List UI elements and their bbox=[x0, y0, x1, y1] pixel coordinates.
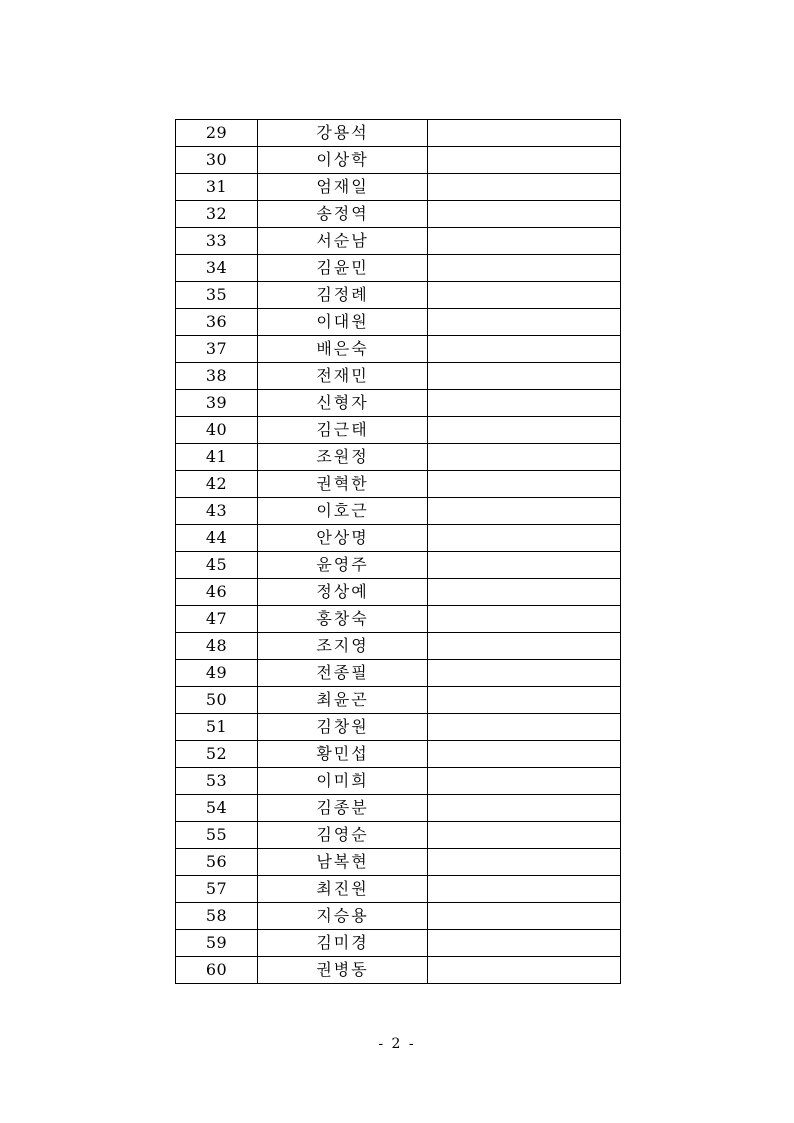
roster-table bbox=[175, 119, 621, 984]
note-cell bbox=[428, 147, 621, 174]
table-row bbox=[176, 255, 621, 282]
row-number-cell: 60 bbox=[176, 957, 258, 984]
name-cell: 이상학 bbox=[258, 147, 428, 174]
table-row bbox=[176, 930, 621, 957]
row-number-cell: 35 bbox=[176, 282, 258, 309]
note-cell bbox=[428, 876, 621, 903]
note-cell bbox=[428, 930, 621, 957]
table-row bbox=[176, 282, 621, 309]
note-cell bbox=[428, 849, 621, 876]
table-row bbox=[176, 228, 621, 255]
note-cell bbox=[428, 363, 621, 390]
name-cell: 권병동 bbox=[258, 957, 428, 984]
row-number-cell: 36 bbox=[176, 309, 258, 336]
name-cell: 이미희 bbox=[258, 768, 428, 795]
row-number-cell: 53 bbox=[176, 768, 258, 795]
row-number-cell: 57 bbox=[176, 876, 258, 903]
row-number-cell: 41 bbox=[176, 444, 258, 471]
note-cell bbox=[428, 633, 621, 660]
row-number-cell: 49 bbox=[176, 660, 258, 687]
name-cell: 송정역 bbox=[258, 201, 428, 228]
note-cell bbox=[428, 471, 621, 498]
note-cell bbox=[428, 822, 621, 849]
note-cell bbox=[428, 282, 621, 309]
table-row bbox=[176, 822, 621, 849]
table-row bbox=[176, 417, 621, 444]
name-cell: 엄재일 bbox=[258, 174, 428, 201]
row-number-cell: 30 bbox=[176, 147, 258, 174]
row-number-cell: 38 bbox=[176, 363, 258, 390]
name-cell: 전재민 bbox=[258, 363, 428, 390]
table-row bbox=[176, 957, 621, 984]
row-number-cell: 34 bbox=[176, 255, 258, 282]
note-cell bbox=[428, 552, 621, 579]
name-cell: 이호근 bbox=[258, 498, 428, 525]
table-row bbox=[176, 849, 621, 876]
table-row bbox=[176, 687, 621, 714]
row-number-cell: 37 bbox=[176, 336, 258, 363]
row-number-cell: 33 bbox=[176, 228, 258, 255]
note-cell bbox=[428, 606, 621, 633]
table-row bbox=[176, 390, 621, 417]
note-cell bbox=[428, 390, 621, 417]
name-cell: 최윤곤 bbox=[258, 687, 428, 714]
name-cell: 김종분 bbox=[258, 795, 428, 822]
table-row bbox=[176, 147, 621, 174]
table-row bbox=[176, 903, 621, 930]
note-cell bbox=[428, 444, 621, 471]
table-row bbox=[176, 363, 621, 390]
note-cell bbox=[428, 660, 621, 687]
note-cell bbox=[428, 903, 621, 930]
name-cell: 조지영 bbox=[258, 633, 428, 660]
row-number-cell: 48 bbox=[176, 633, 258, 660]
row-number-cell: 54 bbox=[176, 795, 258, 822]
row-number-cell: 51 bbox=[176, 714, 258, 741]
row-number-cell: 31 bbox=[176, 174, 258, 201]
name-cell: 김창원 bbox=[258, 714, 428, 741]
row-number-cell: 46 bbox=[176, 579, 258, 606]
note-cell bbox=[428, 228, 621, 255]
row-number-cell: 42 bbox=[176, 471, 258, 498]
table-row bbox=[176, 174, 621, 201]
table-row bbox=[176, 525, 621, 552]
table-row bbox=[176, 336, 621, 363]
row-number-cell: 29 bbox=[176, 120, 258, 147]
table-row bbox=[176, 309, 621, 336]
name-cell: 김영순 bbox=[258, 822, 428, 849]
row-number-cell: 44 bbox=[176, 525, 258, 552]
name-cell: 남복현 bbox=[258, 849, 428, 876]
name-cell: 윤영주 bbox=[258, 552, 428, 579]
name-cell: 전종필 bbox=[258, 660, 428, 687]
name-cell: 황민섭 bbox=[258, 741, 428, 768]
table-row bbox=[176, 471, 621, 498]
name-cell: 조원정 bbox=[258, 444, 428, 471]
note-cell bbox=[428, 795, 621, 822]
table-row bbox=[176, 606, 621, 633]
name-cell: 김근태 bbox=[258, 417, 428, 444]
name-cell: 김정례 bbox=[258, 282, 428, 309]
note-cell bbox=[428, 417, 621, 444]
table-row bbox=[176, 768, 621, 795]
note-cell bbox=[428, 714, 621, 741]
row-number-cell: 52 bbox=[176, 741, 258, 768]
table-row bbox=[176, 660, 621, 687]
name-cell: 김미경 bbox=[258, 930, 428, 957]
name-cell: 권혁한 bbox=[258, 471, 428, 498]
row-number-cell: 43 bbox=[176, 498, 258, 525]
row-number-cell: 39 bbox=[176, 390, 258, 417]
name-cell: 서순남 bbox=[258, 228, 428, 255]
row-number-cell: 45 bbox=[176, 552, 258, 579]
note-cell bbox=[428, 687, 621, 714]
note-cell bbox=[428, 201, 621, 228]
name-cell: 이대원 bbox=[258, 309, 428, 336]
note-cell bbox=[428, 525, 621, 552]
note-cell bbox=[428, 741, 621, 768]
name-cell: 강용석 bbox=[258, 120, 428, 147]
row-number-cell: 56 bbox=[176, 849, 258, 876]
page-number: - 2 - bbox=[378, 1036, 416, 1052]
note-cell bbox=[428, 336, 621, 363]
name-cell: 지승용 bbox=[258, 903, 428, 930]
name-cell: 정상예 bbox=[258, 579, 428, 606]
note-cell bbox=[428, 957, 621, 984]
table-row bbox=[176, 498, 621, 525]
row-number-cell: 47 bbox=[176, 606, 258, 633]
name-cell: 배은숙 bbox=[258, 336, 428, 363]
row-number-cell: 32 bbox=[176, 201, 258, 228]
roster-table-body bbox=[176, 120, 621, 984]
table-row bbox=[176, 795, 621, 822]
table-row bbox=[176, 201, 621, 228]
row-number-cell: 40 bbox=[176, 417, 258, 444]
row-number-cell: 58 bbox=[176, 903, 258, 930]
note-cell bbox=[428, 579, 621, 606]
note-cell bbox=[428, 768, 621, 795]
table-row bbox=[176, 444, 621, 471]
table-row bbox=[176, 120, 621, 147]
note-cell bbox=[428, 498, 621, 525]
table-row bbox=[176, 579, 621, 606]
name-cell: 신형자 bbox=[258, 390, 428, 417]
note-cell bbox=[428, 255, 621, 282]
row-number-cell: 50 bbox=[176, 687, 258, 714]
name-cell: 김윤민 bbox=[258, 255, 428, 282]
table-row bbox=[176, 633, 621, 660]
row-number-cell: 55 bbox=[176, 822, 258, 849]
row-number-cell: 59 bbox=[176, 930, 258, 957]
name-cell: 홍창숙 bbox=[258, 606, 428, 633]
name-cell: 최진원 bbox=[258, 876, 428, 903]
note-cell bbox=[428, 309, 621, 336]
table-row bbox=[176, 714, 621, 741]
note-cell bbox=[428, 120, 621, 147]
table-row bbox=[176, 876, 621, 903]
table-row bbox=[176, 741, 621, 768]
note-cell bbox=[428, 174, 621, 201]
name-cell: 안상명 bbox=[258, 525, 428, 552]
table-row bbox=[176, 552, 621, 579]
